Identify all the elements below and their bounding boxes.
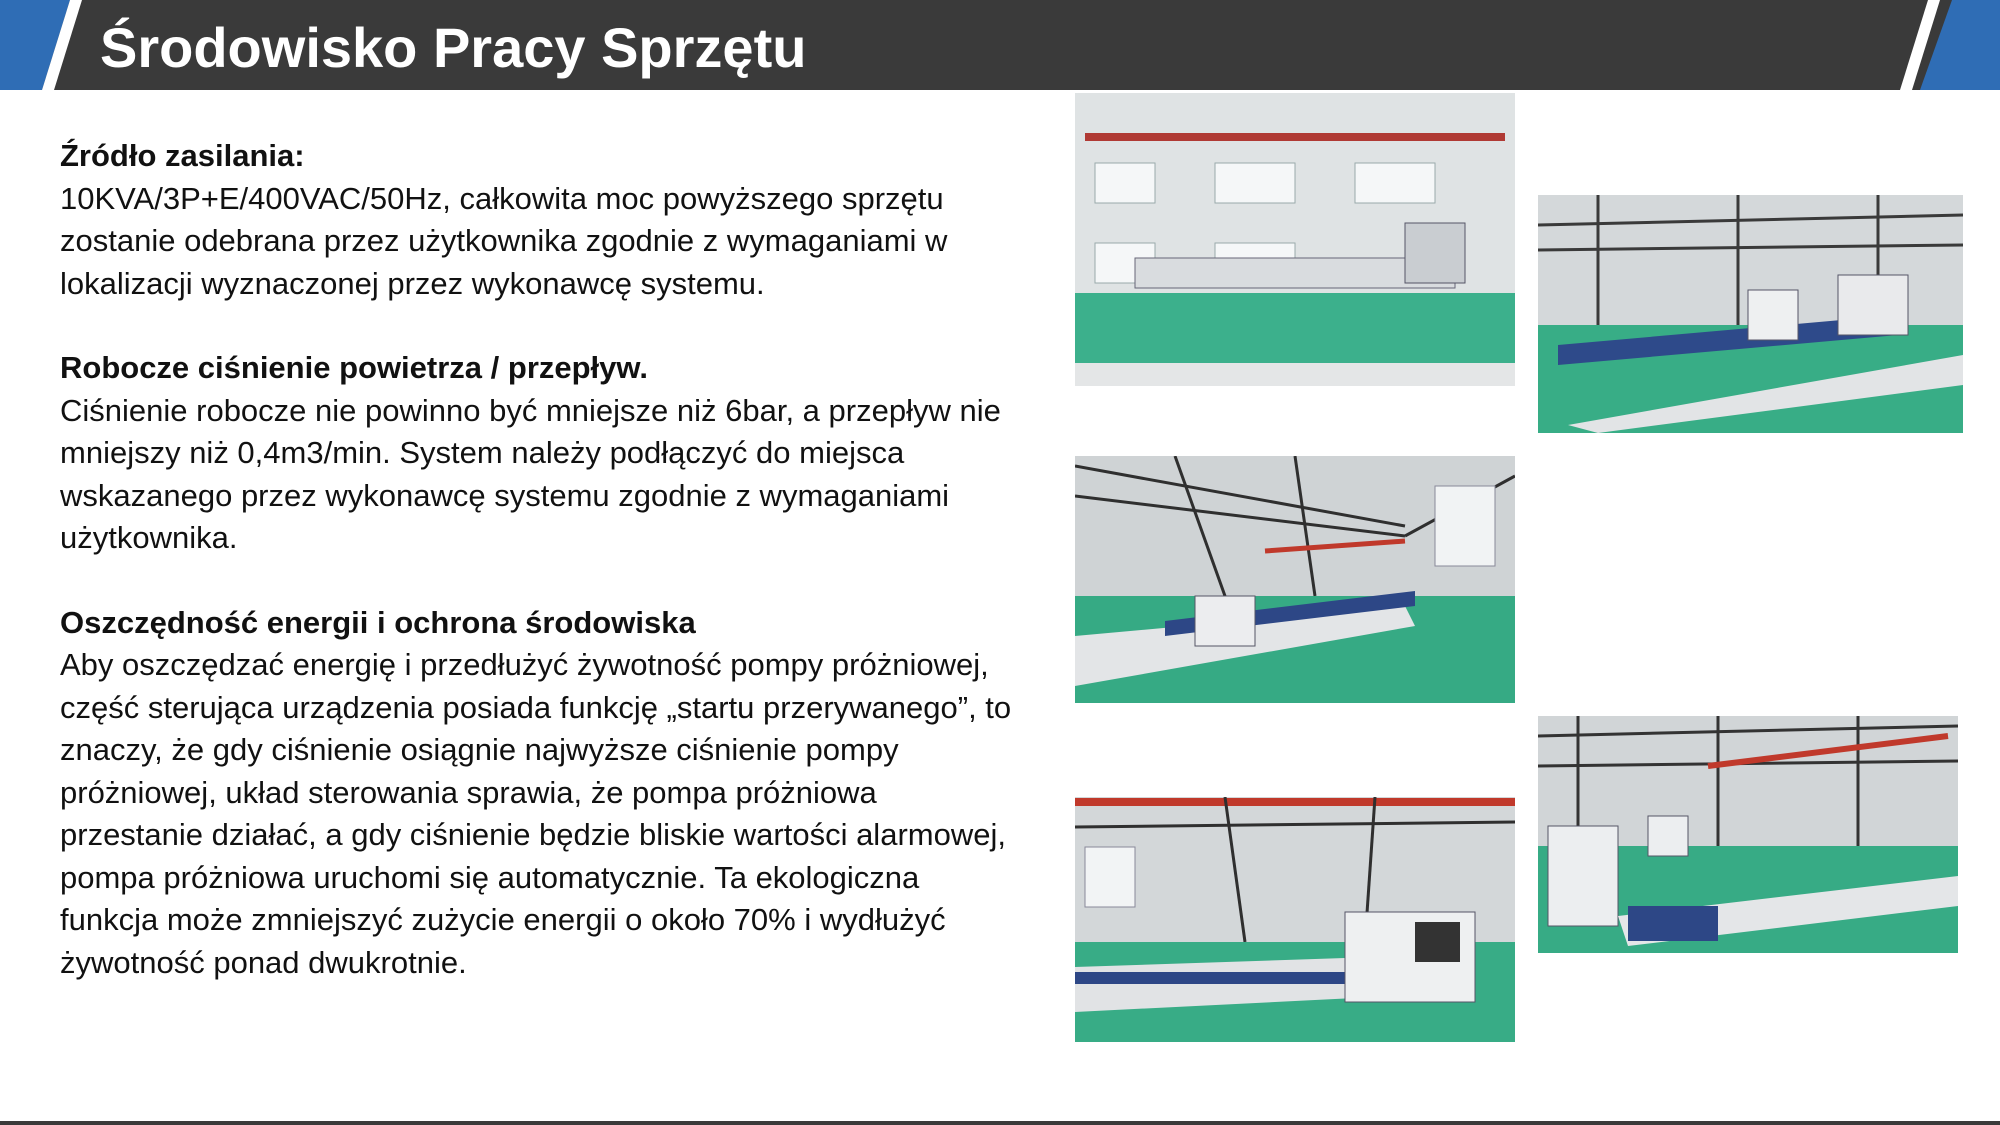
section-air-pressure bbox=[60, 347, 1020, 560]
factory-photo-4 bbox=[1538, 716, 1958, 953]
footer-line bbox=[0, 1121, 2000, 1125]
text-column bbox=[60, 135, 1020, 1026]
section-body: Ciśnienie robocze nie powinno być mniejsze niż 6bar, a przepływ nie mniejszy niż 0,4m3/min. System należy podłączyć do miejsca wskazanego przez wykonawcę systemu zgodnie z wymaganiami użytkownika. bbox=[60, 392, 1001, 555]
factory-photo-3 bbox=[1075, 456, 1515, 703]
page-title: Środowisko Pracy Sprzętu bbox=[100, 16, 807, 79]
section-heading: Oszczędność energii i ochrona środowiska bbox=[60, 604, 696, 640]
factory-photo-2 bbox=[1538, 195, 1963, 433]
factory-photo-5 bbox=[1075, 797, 1515, 1042]
section-energy-saving bbox=[60, 602, 1020, 985]
section-heading: Źródło zasilania: bbox=[60, 138, 305, 173]
section-heading: Robocze ciśnienie powietrza / przepływ. bbox=[60, 350, 648, 385]
factory-photo-1 bbox=[1075, 93, 1515, 386]
section-body: 10KVA/3P+E/400VAC/50Hz, całkowita moc powyższego sprzętu zostanie odebrana przez użytkownika zgodnie z wymaganiami w lokalizacji wyznaczonej przez wykonawcę systemu. bbox=[60, 180, 948, 301]
section-power-supply bbox=[60, 135, 1020, 305]
section-body: Aby oszczędzać energię i przedłużyć żywotność pompy próżniowej, część sterująca urządzenia posiada funkcję „startu przerywanego”, to znaczy, że gdy ciśnienie osiągnie najwyższe ciśnienie pompy próżniowej, układ sterowania sprawia, że pompa próżniowa przestanie działać, a gdy ciśnienie będzie bliskie wartości alarmowej, pompa próżniowa uruchomi się automatycznie. Ta ekologiczna funkcja może zmniejszyć zużycie energii o około 70% i wydłużyć żywotność ponad dwukrotnie. bbox=[60, 647, 1012, 980]
